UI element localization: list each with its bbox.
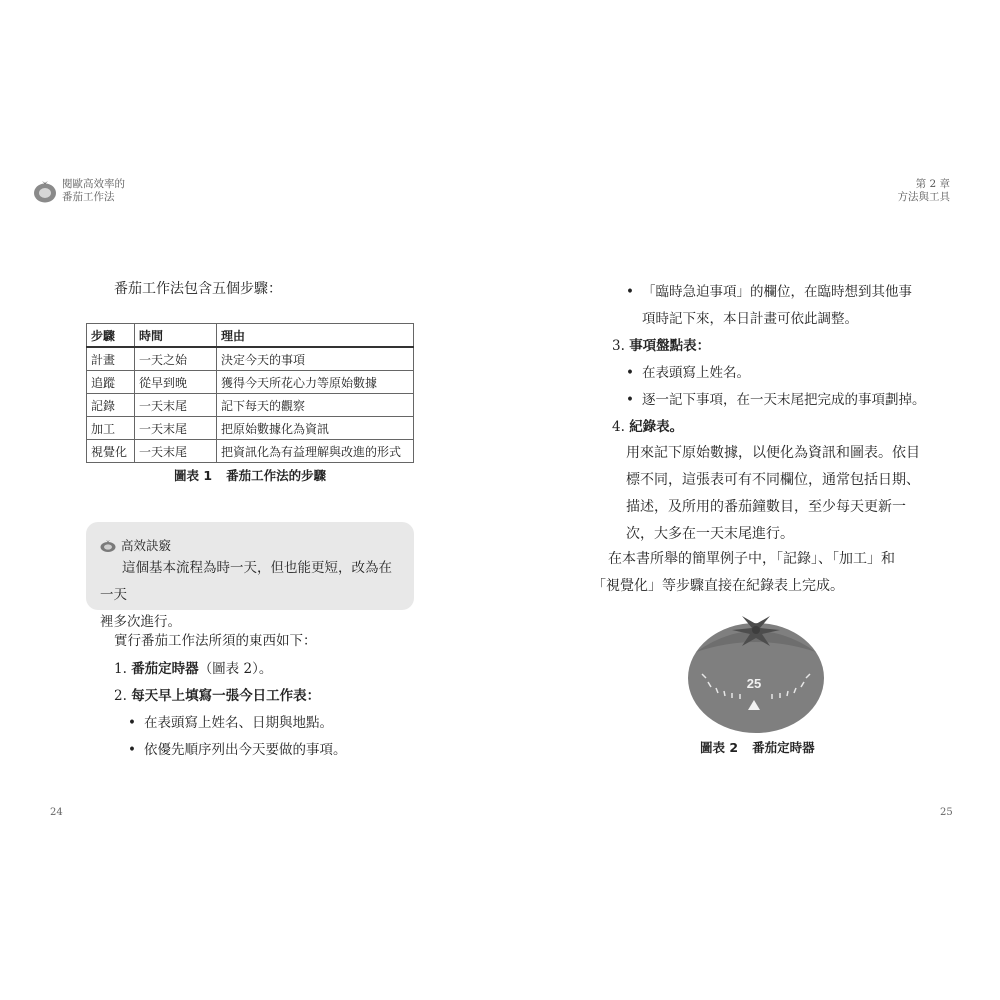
- table-cell: 一天末尾: [135, 417, 217, 440]
- timer-dial-number: 25: [746, 676, 762, 691]
- table-row: [87, 417, 414, 440]
- steps-table: [86, 323, 414, 463]
- list-item-ref: （圖表 2）。: [198, 661, 273, 677]
- steps-intro: 番茄工作法包含五個步驟：: [114, 281, 282, 297]
- item4-body-line: 描述，及所用的番茄鐘數目，至少每天更新一: [626, 499, 906, 515]
- table-row: [87, 371, 414, 394]
- table-row: [87, 440, 414, 463]
- bullet-text: 在表頭寫上姓名。: [642, 365, 750, 381]
- table-cell: 追蹤: [87, 371, 135, 394]
- bullet-text: 逐一記下事項，在一天末尾把完成的事項劃掉。: [642, 392, 926, 408]
- item4-body-line: 用來記下原始數據，以便化為資訊和圖表。依目: [626, 445, 920, 461]
- bullet-text: 「臨時急迫事項」的欄位，在臨時想到其他事: [642, 284, 912, 300]
- table-cell: 加工: [87, 417, 135, 440]
- list-item-title: 事項盤點表：: [629, 338, 711, 354]
- bullet-continuation: 項時記下來，本日計畫可依此調整。: [642, 311, 858, 327]
- table-header-cell: 步驟: [87, 324, 135, 348]
- figure2-caption-number: 圖表 2: [700, 740, 739, 755]
- table-cell: 視覺化: [87, 440, 135, 463]
- table-cell: 記錄: [87, 394, 135, 417]
- table-header-cell: 理由: [217, 324, 414, 348]
- item4-body-line: 次，大多在一天末尾進行。: [626, 526, 794, 542]
- tip-body-line1: 這個基本流程為時一天，但也能更短，改為在一天: [100, 560, 392, 603]
- list-item-number: 2.: [114, 688, 127, 704]
- table-cell: 一天之始: [135, 347, 217, 371]
- table-row: [87, 347, 414, 371]
- table-cell: 一天末尾: [135, 440, 217, 463]
- table-cell: 把資訊化為有益理解與改進的形式: [217, 440, 414, 463]
- bullet-text: 依優先順序列出今天要做的事項。: [144, 742, 347, 758]
- list-item-1: [114, 657, 272, 677]
- running-header-left: [32, 178, 125, 204]
- table-cell: 記下每天的觀察: [217, 394, 414, 417]
- table-cell: 計畫: [87, 347, 135, 371]
- table-cell: 決定今天的事項: [217, 347, 414, 371]
- bullet-item: [626, 388, 926, 408]
- list-item-title: 每天早上填寫一張今日工作表：: [131, 688, 321, 704]
- figure1-caption: [174, 466, 326, 484]
- figure2-caption-text: 番茄定時器: [752, 740, 815, 755]
- tomato-icon: [100, 539, 116, 552]
- bullet-item: [626, 280, 912, 300]
- book-title-line2: 番茄工作法: [62, 191, 115, 203]
- requirements-intro: 實行番茄工作法所須的東西如下：: [114, 633, 317, 649]
- list-item-number: 4.: [612, 419, 625, 435]
- figure1-caption-text: 番茄工作法的步驟: [226, 468, 327, 483]
- list-item-2: [114, 684, 320, 704]
- item4-body: [626, 440, 920, 548]
- table-cell: 獲得今天所花心力等原始數據: [217, 371, 414, 394]
- table-header-row: [87, 324, 414, 348]
- paragraph-line2: 「視覺化」等步驟直接在紀錄表上完成。: [592, 578, 844, 594]
- book-title-line1: 閱歐高效率的: [62, 178, 125, 190]
- table-cell: 從早到晚: [135, 371, 217, 394]
- bullet-text: 在表頭寫上姓名、日期與地點。: [144, 715, 333, 731]
- page-number-left: 24: [50, 807, 63, 818]
- running-header-right: [898, 178, 951, 204]
- bullet-item: [128, 738, 347, 758]
- tomato-timer-icon: [686, 612, 826, 734]
- table-header-cell: 時間: [135, 324, 217, 348]
- table-cell: 把原始數據化為資訊: [217, 417, 414, 440]
- list-item-number: 3.: [612, 338, 625, 354]
- tomato-logo-icon: [32, 178, 58, 204]
- table-cell: 一天末尾: [135, 394, 217, 417]
- figure1-caption-number: 圖表 1: [174, 468, 213, 483]
- tip-body: [100, 555, 404, 636]
- list-item-4: [612, 415, 683, 435]
- bullet-item: [626, 361, 750, 381]
- list-item-title: 番茄定時器: [131, 661, 199, 677]
- figure2-caption: [700, 738, 815, 756]
- chapter-number: 第 2 章: [915, 178, 950, 190]
- item4-body-line: 標不同，這張表可有不同欄位，通常包括日期、: [626, 472, 920, 488]
- page-number-right: 25: [940, 807, 953, 818]
- list-item-3: [612, 334, 710, 354]
- tip-heading: [100, 536, 171, 554]
- tip-body-line2: 裡多次進行。: [100, 614, 181, 630]
- bullet-item: [128, 711, 333, 731]
- list-item-number: 1.: [114, 661, 127, 677]
- tip-title: 高效訣竅: [121, 538, 172, 553]
- paragraph-line1: 在本書所舉的簡單例子中，「記錄」、「加工」和: [608, 551, 895, 567]
- list-item-title: 紀錄表。: [629, 419, 684, 435]
- table-row: [87, 394, 414, 417]
- chapter-title: 方法與工具: [897, 191, 950, 203]
